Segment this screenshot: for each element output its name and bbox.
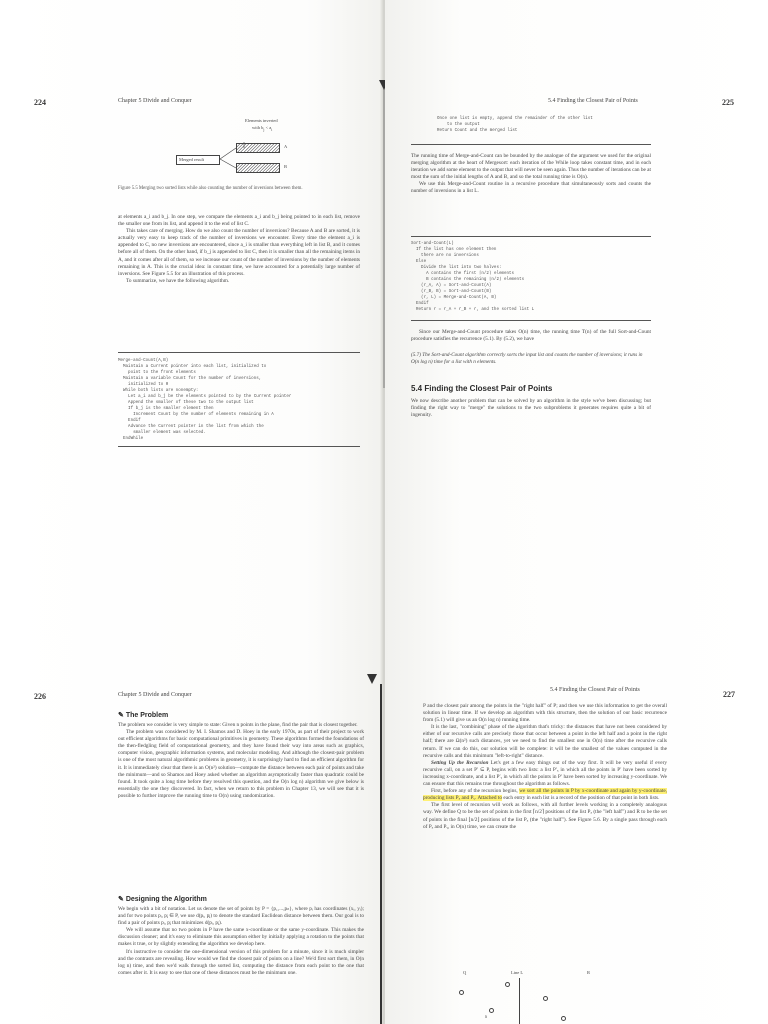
merge-and-count-code-end (437, 116, 593, 134)
sort-and-count-code (411, 241, 534, 313)
page-225 (385, 0, 768, 512)
subheading-designing: ✎ Designing the Algorithm (118, 896, 207, 903)
code-line: A contains the first ⌈n/2⌉ elements (411, 272, 515, 276)
list-b-label: B (284, 164, 288, 169)
code-line: (r_A, A) = Sort-and-Count(A) (411, 284, 492, 288)
paragraph: We begin with a bit of notation. Let us denote the set of points by P = {p₁,...,pₙ}, where pᵢ has coordinates (xᵢ, yᵢ); and for two points pᵢ, pⱼ ∈ P, we use d(pᵢ, pⱼ) to denote the standard Euclidean distance between them. Our goal is to find a pair of points pᵢ, pⱼ that minimizes d(pᵢ, pⱼ). (118, 906, 364, 927)
figure-label: Elements inverted (245, 118, 278, 123)
code-line: Once one list is empty, append the remainder of the other list (437, 117, 593, 121)
body-text (411, 398, 651, 419)
paragraph: Setting Up the Recursion Let's get a few easy things out of the way first. It will be very useful if every recursive call, on a set P′ ⊆ P, begins with two lists: a list P′ₓ in which all the points in P′ have been sorted by increasing x-coordinate, and a list P′ᵧ in which all the points in P′ have been sorted by increasing y-coordinate. We can ensure that this remains true throughout the algorithm as follows. (423, 759, 667, 788)
paragraph: We now describe another problem that can be solved by an algorithm in the style we've been discussing; but finding the right way to "merge" the solutions to the two subproblems it generates requires quite a bit of ingenuity. (411, 398, 651, 419)
paragraph: It is the last, "combining" phase of the algorithm that's tricky: the distances that have not been considered by either of our recursive calls are precisely those that occur between a point in the left half and a point in the right half; there are Ω(n²) such distances, yet we need to find the smallest one in O(n) time after the recursive calls return. If we can do this, our solution will be complete: it will be the smallest of the values computed in the recursive calls and this minimum "left-to-right" distance. (423, 724, 667, 759)
body-text (411, 329, 651, 343)
page-227 (385, 512, 768, 1024)
merge-and-count-code (118, 358, 291, 442)
paragraph: To summarize, we have the following algorithm. (126, 277, 230, 284)
paragraph: We use this Merge-and-Count routine in a recursive procedure that simultaneously sorts and counts the number of inversions in a list L. (411, 181, 651, 195)
point (505, 982, 510, 987)
paragraph: at elements a_i and b_j. In one step, we compare the elements a_i and b_j being pointed to in each list, remove the smaller one from its list, and append it to the end of list C. (118, 214, 360, 228)
code-line: Endif (118, 419, 141, 423)
gutter-marker (367, 674, 377, 684)
point (543, 996, 548, 1001)
code-line: Append the smaller of these two to the output list (118, 401, 254, 405)
code-line: (r, L) = Merge-and-Count(A, B) (411, 296, 497, 300)
figure-label-line: Line L (511, 970, 524, 975)
code-line: Maintain a variable Count for the number of inversions, (118, 377, 262, 381)
merged-result-box: Merged result (176, 155, 220, 165)
paragraph: The first level of recursion will work as follows, with all further levels working in a completely analogous way. We define Q to be the set of points in the first ⌈n/2⌉ positions of the list Pₓ (the "left half") and R to be the set of points in the final ⌊n/2⌋ positions of the list Pₓ (the "right half"). See Figure 5.6. By a single pass through each of Pₓ and Pᵧ, in O(n) time, we can create the (423, 802, 667, 830)
code-line: Advance the Current pointer in the list from which the (118, 425, 264, 429)
code-line: Merge-and-Count(A,B) (118, 359, 169, 363)
list-a-label: A (284, 144, 288, 149)
figure-caption: Figure 5.5 Merging two sorted lists while also counting the number of inversions between them. (118, 186, 303, 191)
spread-bottom (0, 512, 768, 1024)
code-rule (411, 144, 651, 145)
code-line: initialized to 0 (118, 383, 169, 387)
highlight: we sort all the points in P by x-coordinate and again by y-coordinate, producing lists Pₓ and Pᵧ. Attached to (423, 788, 667, 802)
code-rule (411, 320, 651, 321)
section-heading: 5.4 Finding the Closest Pair of Points (411, 384, 553, 393)
page-number: 226 (34, 692, 46, 701)
point (561, 1016, 566, 1021)
code-line: Endif (411, 302, 429, 306)
code-line: (r_B, B) = Sort-and-Count(B) (411, 290, 492, 294)
page-224 (0, 0, 383, 512)
code-line: point to the front elements (118, 371, 196, 375)
code-rule-top (118, 352, 360, 353)
page-226 (0, 512, 383, 1024)
code-line: B contains the remaining ⌊n/2⌋ elements (411, 278, 525, 282)
figure-label-q: Q (463, 970, 467, 975)
paragraph-highlighted: First, before any of the recursion begins, we sort all the points in P by x-coordinate and again by y-coordinate, producing lists Pₓ and Pᵧ. Attached to each entry in each list is a record of the position of that point in both lists. (423, 788, 667, 802)
code-rule (411, 236, 651, 237)
code-line: there are no inversions (411, 254, 479, 258)
code-line: If the list has one element then (411, 248, 497, 252)
figure-label-r: R (587, 970, 591, 975)
code-line: Let a_i and b_j be the elements pointed to by the Current pointer (118, 395, 292, 399)
paragraph: Since our Merge-and-Count procedure takes O(n) time, the running time T(n) of the full Sort-and-Count procedure satisfies the recurrence (5.1). By (5.2), we have (411, 329, 651, 343)
code-line: Divide the list into two halves: (411, 266, 502, 270)
code-line: Else (411, 260, 427, 264)
paragraph: We will assume that no two points in P have the same x-coordinate or the same y-coordinate. This makes the discussion cleaner; and it's easy to eliminate this assumption either by initially applying a rotation to the points that makes it true, or by slightly extending the algorithm we develop here. (118, 927, 364, 948)
paragraph: It's instructive to consider the one-dimensional version of this problem for a minute, since it is much simpler and the contrasts are revealing. How would we find the closest pair of points on a line? We'd first sort them, in O(n log n) time, and then we'd walk through the sorted list, computing the distance from each point to the one that comes after it. It is easy to see that one of these distances must be the minimum one. (118, 948, 364, 976)
code-line: Sort-and-Count(L) (411, 242, 454, 246)
paragraph: The running time of Merge-and-Count can be bounded by the analogue of the argument we used for the original merging algorithm at the heart of Mergesort: each iteration of the While loop takes constant time, and in each iteration we add some element to the output that will never be seen again. Thus the number of iterations can be at most the sum of the initial lengths of A and B, and so the total running time is O(n). (411, 153, 651, 181)
subheading-the-problem: ✎ The Problem (118, 712, 169, 719)
point (459, 990, 464, 995)
paragraph: P and the closest pair among the points in the "right half" of P; and then we use this information to get the overall solution in linear time. If we develop an algorithm with this structure, then the solution of our basic recurrence from (5.1) will give us an O(n log n) running time. (423, 703, 667, 724)
gutter-spine-line (380, 684, 382, 1024)
running-header: Chapter 5 Divide and Conquer (118, 692, 192, 698)
code-rule-bottom (118, 446, 360, 447)
point (489, 1008, 494, 1013)
pen-icon: ✎ (118, 896, 124, 903)
code-line: EndWhile (118, 437, 144, 441)
page-number: 224 (34, 98, 46, 107)
paragraph: The problem we consider is very simple to state: Given n points in the plane, find the pair that is closest together. (118, 722, 358, 728)
figure-arrows (218, 140, 248, 176)
page-number: 225 (722, 98, 734, 107)
pen-icon: ✎ (118, 712, 124, 719)
code-line: Maintain a Current pointer into each list, initialized to (118, 365, 267, 369)
paragraph: This takes care of merging. How do we also count the number of inversions? Because A and B are sorted, it is actually very easy to keep track of the number of inversions we encounter. Every time the element a_i is appended to C, no new inversions are encountered, since a_i is smaller than everything left in list B, and it comes before all of them. On the other hand, if b_j is appended to list C, then it is smaller than all the remaining items in A, and it comes after all of them, so we increase our count of the number of inversions by the number of elements remaining in A. This is the crucial idea: in constant time, we have accounted for a potentially large number of inversions. See Figure 5.5 for an illustration of this process. (118, 228, 360, 277)
body-text (423, 703, 667, 831)
code-line: smaller element was selected. (118, 431, 206, 435)
code-line: Increment Count by the number of elements remaining in A (118, 413, 274, 417)
delta-label: δ (485, 1014, 488, 1019)
figure-label-condition: with $b_j < a_i$ (252, 125, 273, 132)
code-line: If b_j is the smaller element then (118, 407, 214, 411)
body-text (118, 214, 360, 285)
code-line: Return r = r_A + r_B + r, and the sorted list L (411, 308, 535, 312)
running-header: 5.4 Finding the Closest Pair of Points (548, 98, 638, 104)
page-number: 227 (723, 690, 735, 699)
running-header: 5.4 Finding the Closest Pair of Points (550, 687, 640, 693)
dividing-line (519, 978, 520, 1024)
code-line: While both lists are nonempty: (118, 389, 199, 393)
code-line: to the output (437, 123, 480, 127)
body-text (118, 906, 364, 977)
body-text (118, 722, 364, 800)
code-line: Return Count and the merged list (437, 129, 518, 133)
theorem-5-7: (5.7) The Sort-and-Count algorithm correctly sorts the input list and counts the number of inversions; it runs in O(n log n) time for a list with n elements. (411, 352, 643, 365)
body-text (411, 153, 651, 196)
paragraph: The problem was considered by M. I. Shamos and D. Hoey in the early 1970s, as part of their project to work out efficient algorithms for basic computational primitives in geometry. These algorithms formed the foundations of the then-fledgling field of computational geometry, and they have found their way into areas such as graphics, computer vision, geographic information systems, and molecular modeling. And although the closest-pair problem is one of the most natural algorithmic problems in geometry, it is surprisingly hard to find an efficient algorithm for it. It is immediately clear that there is an O(n²) solution—compute the distance between each pair of points and take the minimum—and so Shamos and Hoey asked whether an algorithm asymptotically faster than quadratic could be found. It took quite a long time before they resolved this question, and the O(n log n) algorithm we give below is essentially the one they discovered. In fact, when we return to this problem in Chapter 13, we will see that it is possible to further improve the running time to O(n) using randomization. (118, 729, 364, 799)
running-header: Chapter 5 Divide and Conquer (118, 98, 192, 104)
